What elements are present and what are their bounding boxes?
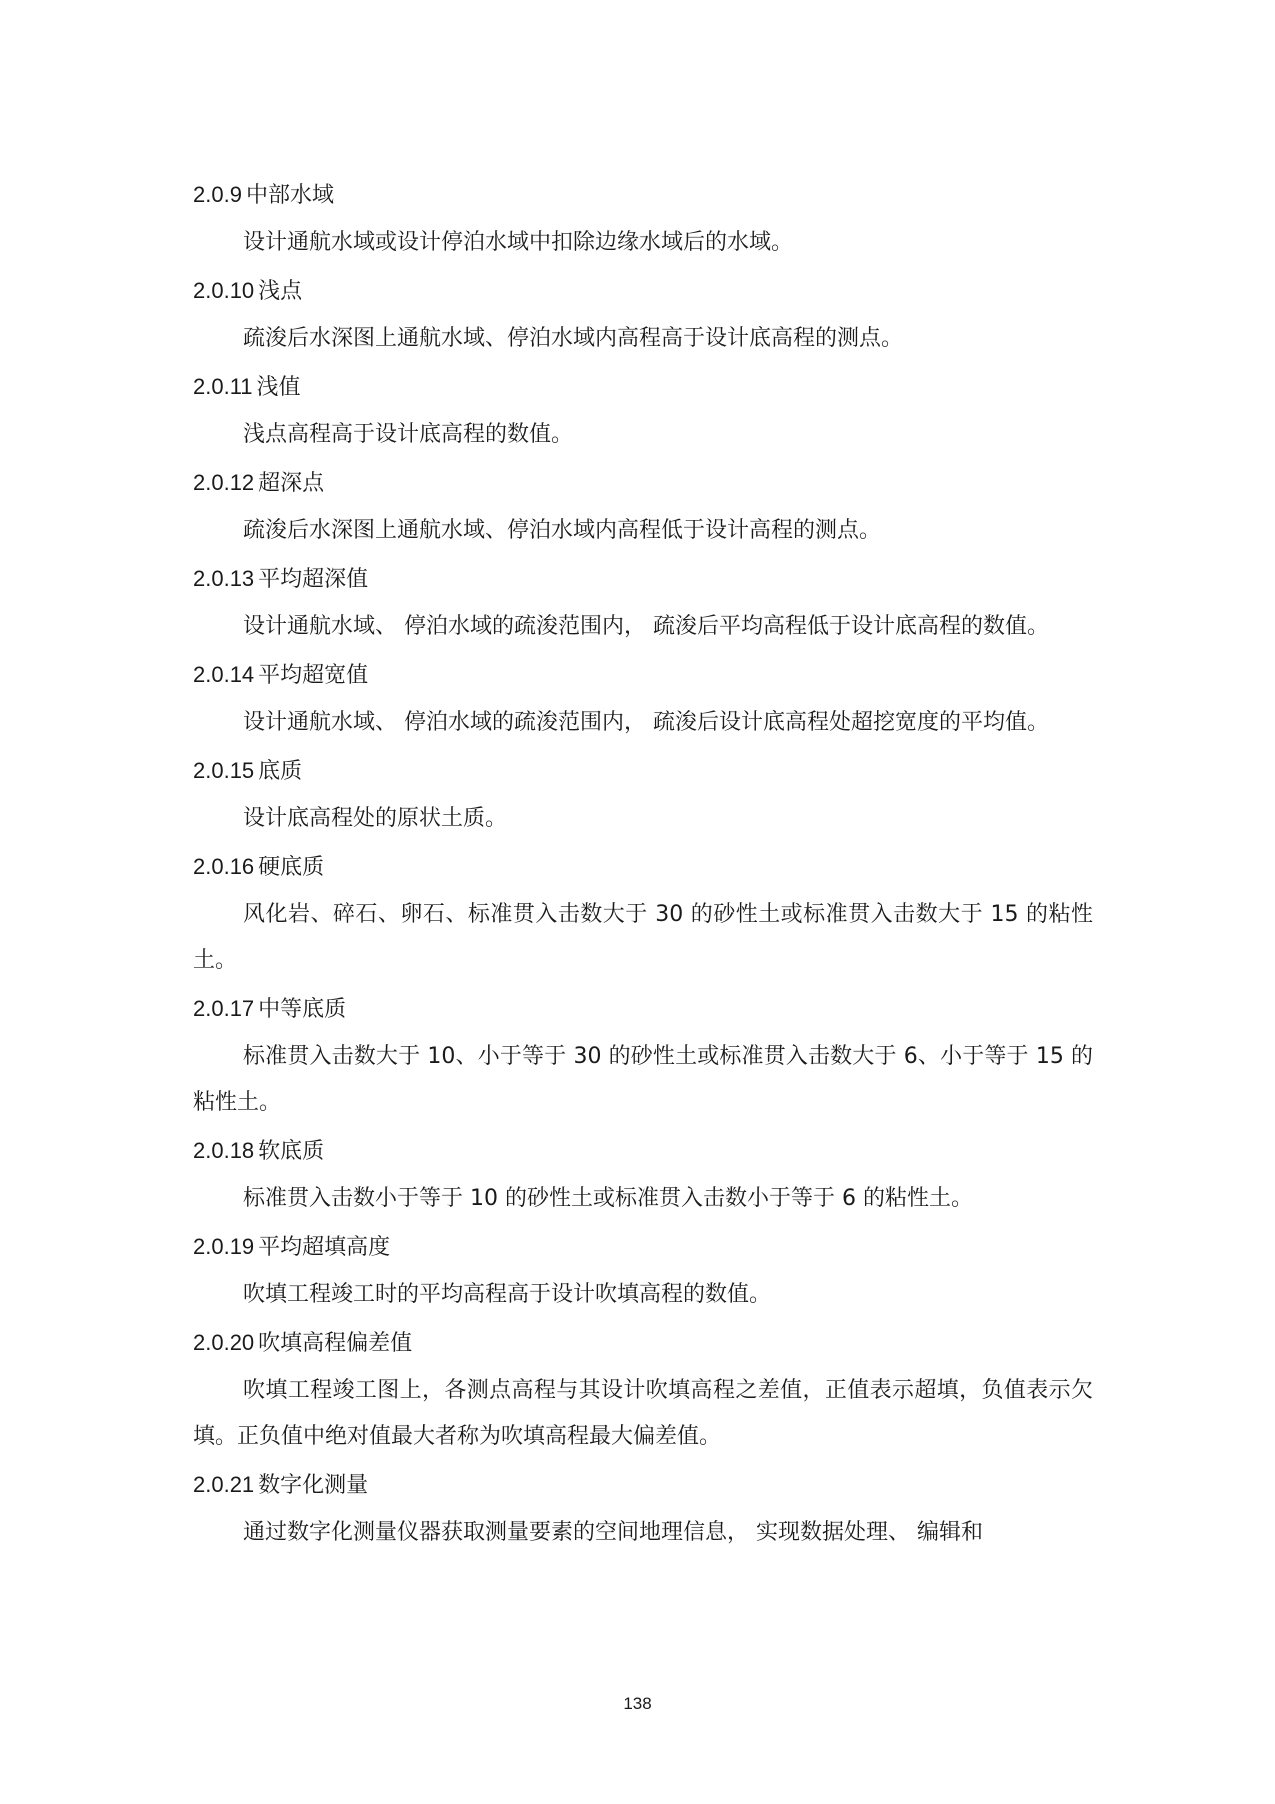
term-heading xyxy=(193,748,1093,796)
term-definition: 设计通航水域、 停泊水域的疏浚范围内， 疏浚后设计底高程处超挖宽度的平均值。 xyxy=(243,710,1049,735)
term-heading xyxy=(193,1224,1093,1272)
term-definition: 浅点高程高于设计底高程的数值。 xyxy=(243,422,574,447)
term-heading xyxy=(193,1320,1093,1368)
term-definition: 疏浚后水深图上通航水域、停泊水域内高程高于设计底高程的测点。 xyxy=(243,326,904,351)
term-definition: 风化岩、碎石、卵石、标准贯入击数大于 30 的砂性土或标准贯入击数大于 15 的粘性土。 xyxy=(193,902,1093,973)
page-number: 138 xyxy=(623,1694,652,1713)
term-heading xyxy=(193,1128,1093,1176)
term-heading xyxy=(193,986,1093,1034)
term-heading xyxy=(193,652,1093,700)
term-number: 2.0.15 xyxy=(193,758,255,783)
term-number: 2.0.18 xyxy=(193,1138,255,1163)
term-definition: 吹填工程竣工时的平均高程高于设计吹填高程的数值。 xyxy=(243,1282,772,1307)
term-title: 平均超深值 xyxy=(258,567,369,592)
term-title: 超深点 xyxy=(258,471,325,496)
term-number: 2.0.17 xyxy=(193,996,255,1021)
term-definition: 标准贯入击数大于 10、小于等于 30 的砂性土或标准贯入击数大于 6、小于等于 15 的粘性土。 xyxy=(193,1044,1093,1115)
term-definition: 设计通航水域、 停泊水域的疏浚范围内， 疏浚后平均高程低于设计底高程的数值。 xyxy=(243,614,1049,639)
term-definition: 疏浚后水深图上通航水域、停泊水域内高程低于设计高程的测点。 xyxy=(243,518,882,543)
term-heading xyxy=(193,268,1093,316)
term-title: 浅点 xyxy=(258,279,303,304)
term-title: 中等底质 xyxy=(258,997,347,1022)
term-heading xyxy=(193,172,1093,220)
term-number: 2.0.9 xyxy=(193,182,242,207)
term-heading xyxy=(193,1462,1093,1510)
term-heading xyxy=(193,556,1093,604)
term-title: 中部水域 xyxy=(245,183,334,208)
term-heading xyxy=(193,844,1093,892)
term-number: 2.0.13 xyxy=(193,566,255,591)
term-number: 2.0.16 xyxy=(193,854,255,879)
term-number: 2.0.21 xyxy=(193,1472,255,1497)
term-title: 平均超填高度 xyxy=(258,1235,391,1260)
term-definition: 设计底高程处的原状土质。 xyxy=(243,806,508,831)
term-definition: 吹填工程竣工图上，各测点高程与其设计吹填高程之差值，正值表示超填，负值表示欠填。正负值中绝对值最大者称为吹填高程最大偏差值。 xyxy=(193,1378,1093,1449)
term-heading xyxy=(193,364,1093,412)
term-title: 软底质 xyxy=(258,1139,325,1164)
term-title: 硬底质 xyxy=(258,855,325,880)
term-title: 数字化测量 xyxy=(258,1473,369,1498)
term-title: 吹填高程偏差值 xyxy=(258,1331,413,1356)
term-title: 浅值 xyxy=(256,375,301,400)
terms-section xyxy=(193,172,1093,1558)
term-title: 底质 xyxy=(258,759,303,784)
term-definition: 设计通航水域或设计停泊水域中扣除边缘水域后的水域。 xyxy=(243,230,794,255)
term-definition: 标准贯入击数小于等于 10 的砂性土或标准贯入击数小于等于 6 的粘性土。 xyxy=(243,1186,973,1211)
term-number: 2.0.11 xyxy=(193,374,253,399)
term-number: 2.0.10 xyxy=(193,278,255,303)
term-number: 2.0.20 xyxy=(193,1330,255,1355)
term-title: 平均超宽值 xyxy=(258,663,369,688)
term-number: 2.0.14 xyxy=(193,662,255,687)
term-definition: 通过数字化测量仪器获取测量要素的空间地理信息， 实现数据处理、 编辑和 xyxy=(243,1520,983,1545)
term-number: 2.0.19 xyxy=(193,1234,255,1259)
term-number: 2.0.12 xyxy=(193,470,255,495)
term-heading xyxy=(193,460,1093,508)
